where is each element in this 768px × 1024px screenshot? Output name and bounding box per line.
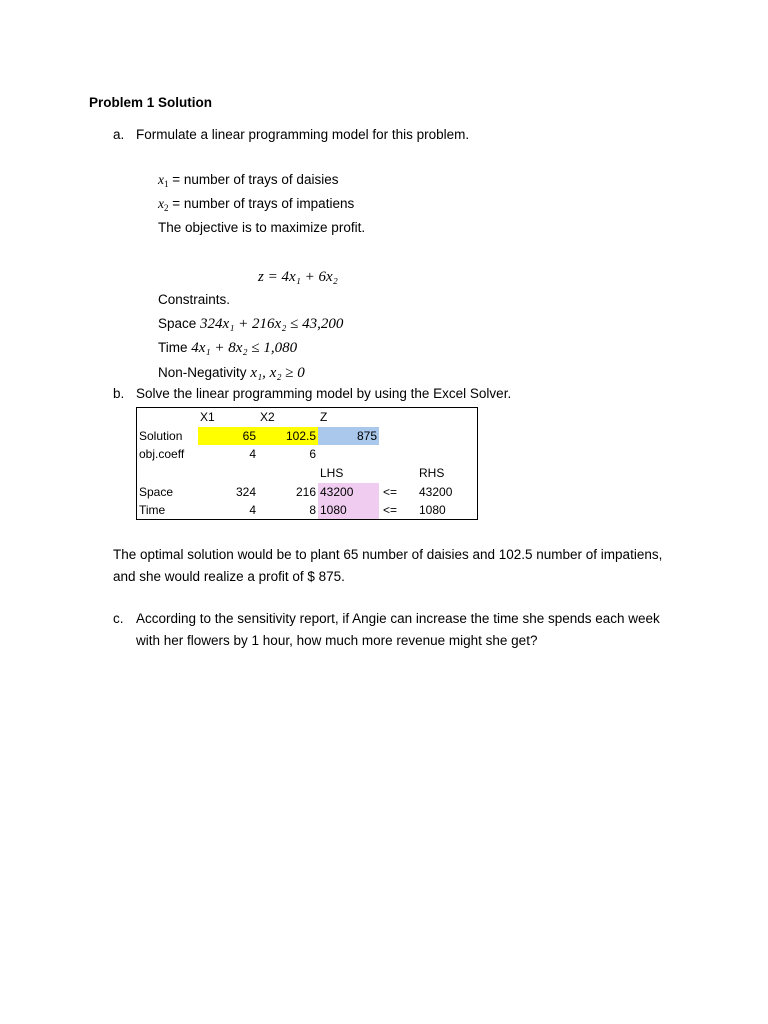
objcoeff-x2-cell: 6 (309, 447, 316, 461)
header-x2: X2 (260, 410, 275, 424)
x1-definition: $x_1$ = number of trays of daisies (158, 172, 339, 189)
part-a-marker: a. (113, 127, 125, 142)
x1-definition-text: = number of trays of daisies (168, 172, 339, 187)
space-constraint (158, 315, 343, 333)
space-label: Space (158, 316, 197, 331)
solution-z-cell: 875 (318, 427, 379, 445)
row-label-solution: Solution (139, 429, 183, 443)
objcoeff-x1-cell: 4 (249, 447, 256, 461)
objective-equation: z = 4x₁ + 6x₂ (258, 269, 338, 285)
part-c-line-2: with her flowers by 1 hour, how much more revenue might she get? (136, 633, 538, 648)
space-equation: 324x₁ + 216x₂ ≤ 43,200 (200, 316, 344, 332)
objective-text: The objective is to maximize profit. (158, 220, 366, 235)
part-c-line-1: According to the sensitivity report, if Angie can increase the time she spends each week (136, 611, 660, 626)
space-x1-cell: 324 (235, 485, 256, 499)
part-b-answer-line-1: The optimal solution would be to plant 65 number of daisies and 102.5 number of impatiens, (113, 547, 663, 562)
space-lhs-cell: 43200 (318, 483, 379, 501)
x2-definition: $x_2$ = number of trays of impatiens (158, 196, 355, 213)
space-rhs-cell: 43200 (419, 485, 453, 499)
row-label-space: Space (139, 485, 174, 499)
excel-solver-table (136, 407, 478, 520)
part-b-marker: b. (113, 386, 125, 401)
part-b-answer-line-2: and she would realize a profit of $ 875. (113, 569, 345, 584)
nonneg-equation: x₁, x₂ ≥ 0 (250, 365, 305, 381)
space-operator: <= (383, 485, 398, 499)
time-rhs-cell: 1080 (419, 503, 446, 517)
time-equation: 4x₁ + 8x₂ ≤ 1,080 (191, 340, 298, 356)
header-x1: X1 (200, 410, 215, 424)
row-label-objcoeff: obj.coeff (139, 447, 185, 461)
solution-x1-cell: 65 (198, 427, 258, 445)
time-constraint (158, 339, 297, 357)
header-rhs: RHS (419, 466, 445, 480)
part-c-marker: c. (113, 611, 124, 626)
part-a-question: Formulate a linear programming model for this problem. (136, 127, 470, 142)
time-x1-cell: 4 (249, 503, 256, 517)
part-b-question: Solve the linear programming model by using the Excel Solver. (136, 386, 512, 401)
constraints-label: Constraints. (158, 292, 231, 307)
time-label: Time (158, 340, 188, 355)
nonneg-constraint (158, 364, 305, 382)
page-title: Problem 1 Solution (89, 95, 213, 110)
time-x2-cell: 8 (309, 503, 316, 517)
time-lhs-cell: 1080 (318, 501, 379, 519)
header-lhs: LHS (320, 466, 344, 480)
solution-x2-cell: 102.5 (258, 427, 318, 445)
space-x2-cell: 216 (295, 485, 316, 499)
nonneg-label: Non-Negativity (158, 365, 247, 380)
part-b-answer (113, 544, 713, 588)
header-z: Z (320, 410, 328, 424)
x2-definition-text: = number of trays of impatiens (168, 196, 355, 211)
part-c-question (136, 608, 736, 652)
time-operator: <= (383, 503, 398, 517)
row-label-time: Time (139, 503, 166, 517)
